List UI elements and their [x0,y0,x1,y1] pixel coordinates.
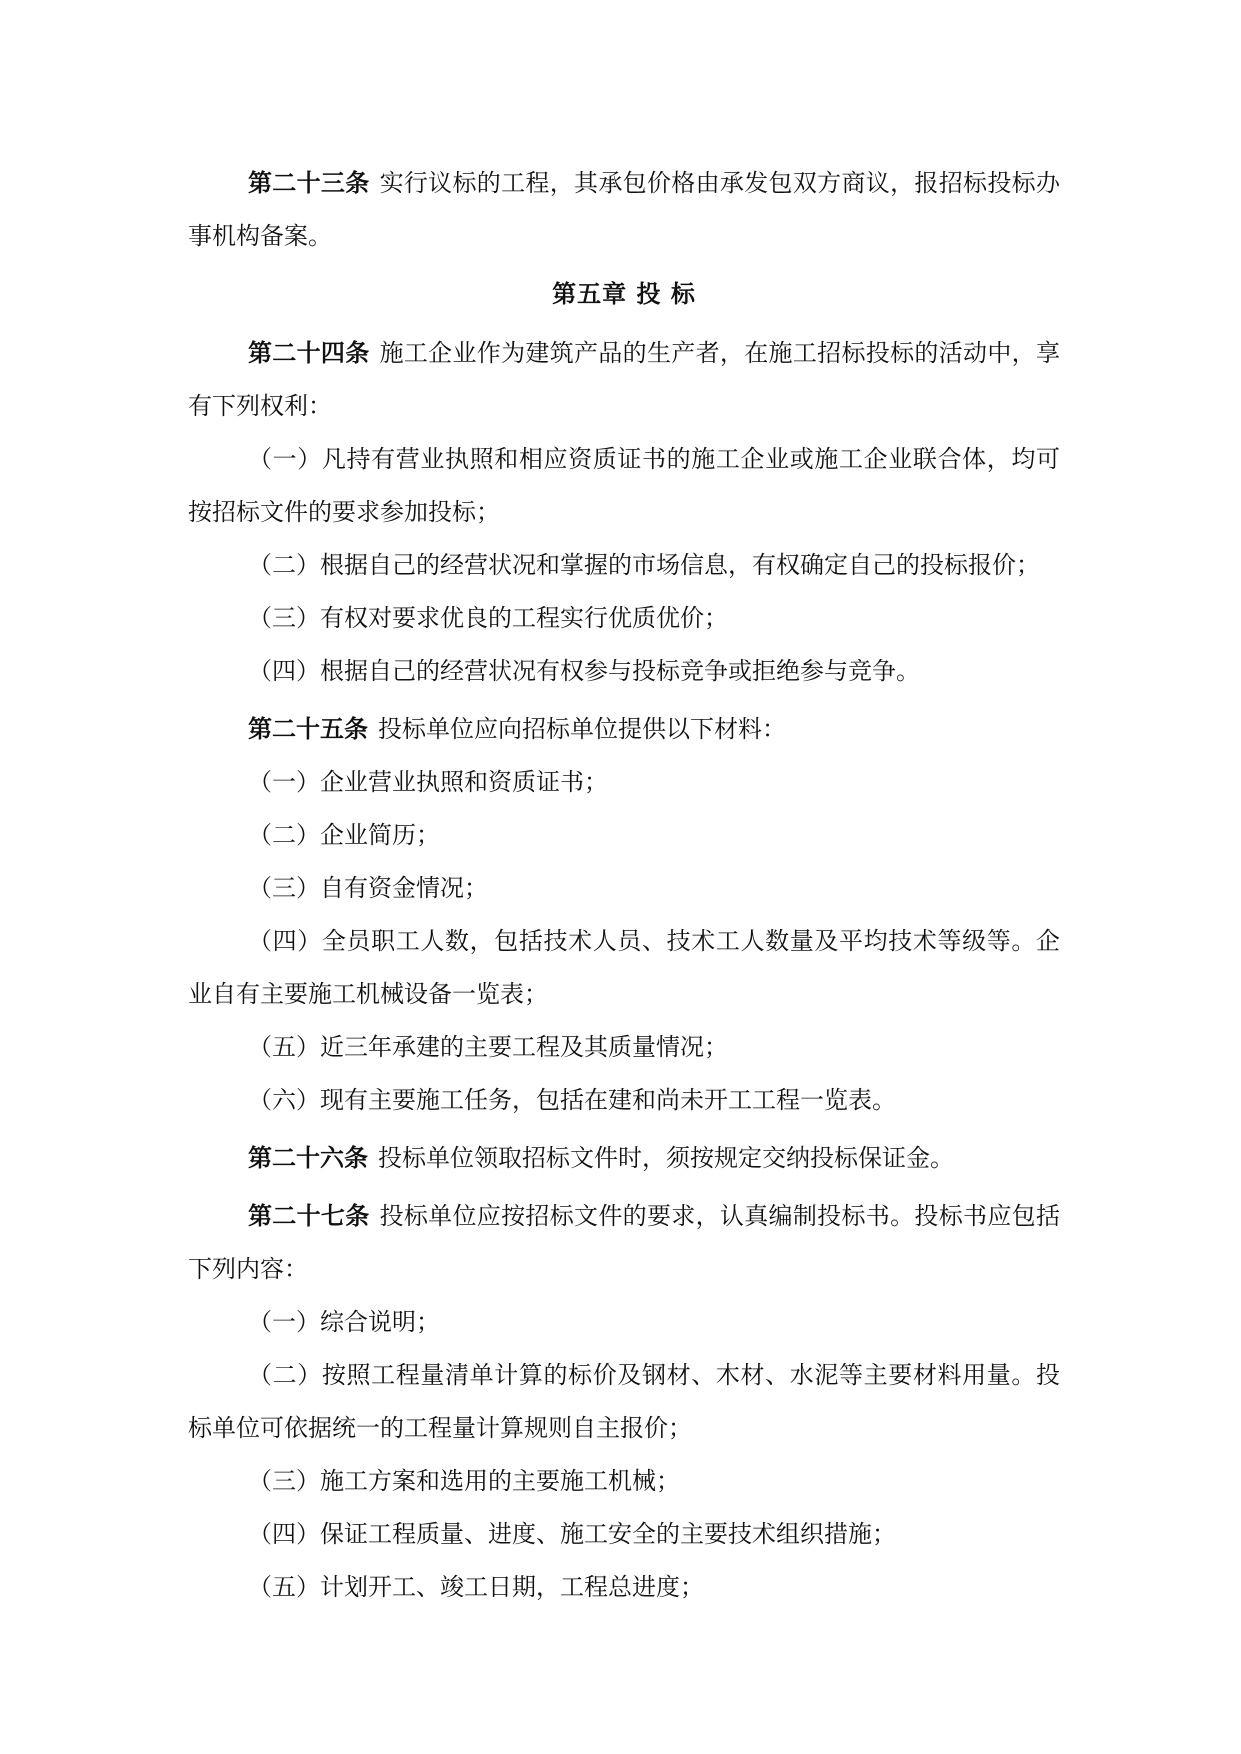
article-24-number: 第二十四条 [248,338,370,367]
article-25-item-2: （二）企业简历； [248,821,440,849]
article-27-item-5: （五）计划开工、竣工日期，工程总进度； [248,1573,704,1601]
article-25-item-5: （五）近三年承建的主要工程及其质量情况； [248,1033,728,1061]
article-26 [188,1131,1060,1185]
article-26-number: 第二十六条 [248,1143,368,1172]
article-24-item-2: （二）根据自己的经营状况和掌握的市场信息，有权确定自己的投标报价； [248,551,1040,579]
article-27 [188,1189,1060,1296]
article-23-number: 第二十三条 [248,168,370,197]
article-25-item-3: （三）自有资金情况； [248,874,488,902]
article-26-text: 投标单位领取招标文件时，须按规定交纳投标保证金。 [378,1144,954,1172]
article-25-item-4: （四）全员职工人数，包括技术人员、技术工人数量及平均技术等级等。企业自有主要施工机械设备一览表； [188,927,1060,1008]
article-27-item-1: （一）综合说明； [248,1308,440,1336]
article-27-item-4: （四）保证工程质量、进度、施工安全的主要技术组织措施； [248,1520,896,1548]
article-24-item-3: （三）有权对要求优良的工程实行优质优价； [248,604,728,632]
article-25-text: 投标单位应向招标单位提供以下材料： [378,715,786,743]
article-27-item-3: （三）施工方案和选用的主要施工机械； [248,1467,680,1495]
article-27-item-2: （二）按照工程量清单计算的标价及钢材、木材、水泥等主要材料用量。投标单位可依据统一的工程量计算规则自主报价； [188,1361,1060,1442]
article-25-number: 第二十五条 [248,714,368,743]
article-23-text: 实行议标的工程，其承包价格由承发包双方商议，报招标投标办事机构备案。 [188,169,1060,250]
article-24-item-4: （四）根据自己的经营状况有权参与投标竞争或拒绝参与竞争。 [248,657,920,685]
article-24-item-1: （一）凡持有营业执照和相应资质证书的施工企业或施工企业联合体，均可按招标文件的要求参加投标； [188,445,1060,526]
article-27-number: 第二十七条 [248,1201,370,1230]
article-27-text: 投标单位应按招标文件的要求，认真编制投标书。投标书应包括下列内容： [188,1202,1060,1283]
article-24-text: 施工企业作为建筑产品的生产者，在施工招标投标的活动中，享有下列权利： [188,339,1060,420]
chapter-5-heading: 第五章 投 标 [552,279,696,308]
article-24 [188,326,1060,433]
article-25 [188,702,1060,756]
document-page [188,152,1060,1614]
article-23 [188,156,1060,263]
article-25-item-1: （一）企业营业执照和资质证书； [248,768,608,796]
article-25-item-6: （六）现有主要施工任务，包括在建和尚未开工工程一览表。 [248,1086,896,1114]
